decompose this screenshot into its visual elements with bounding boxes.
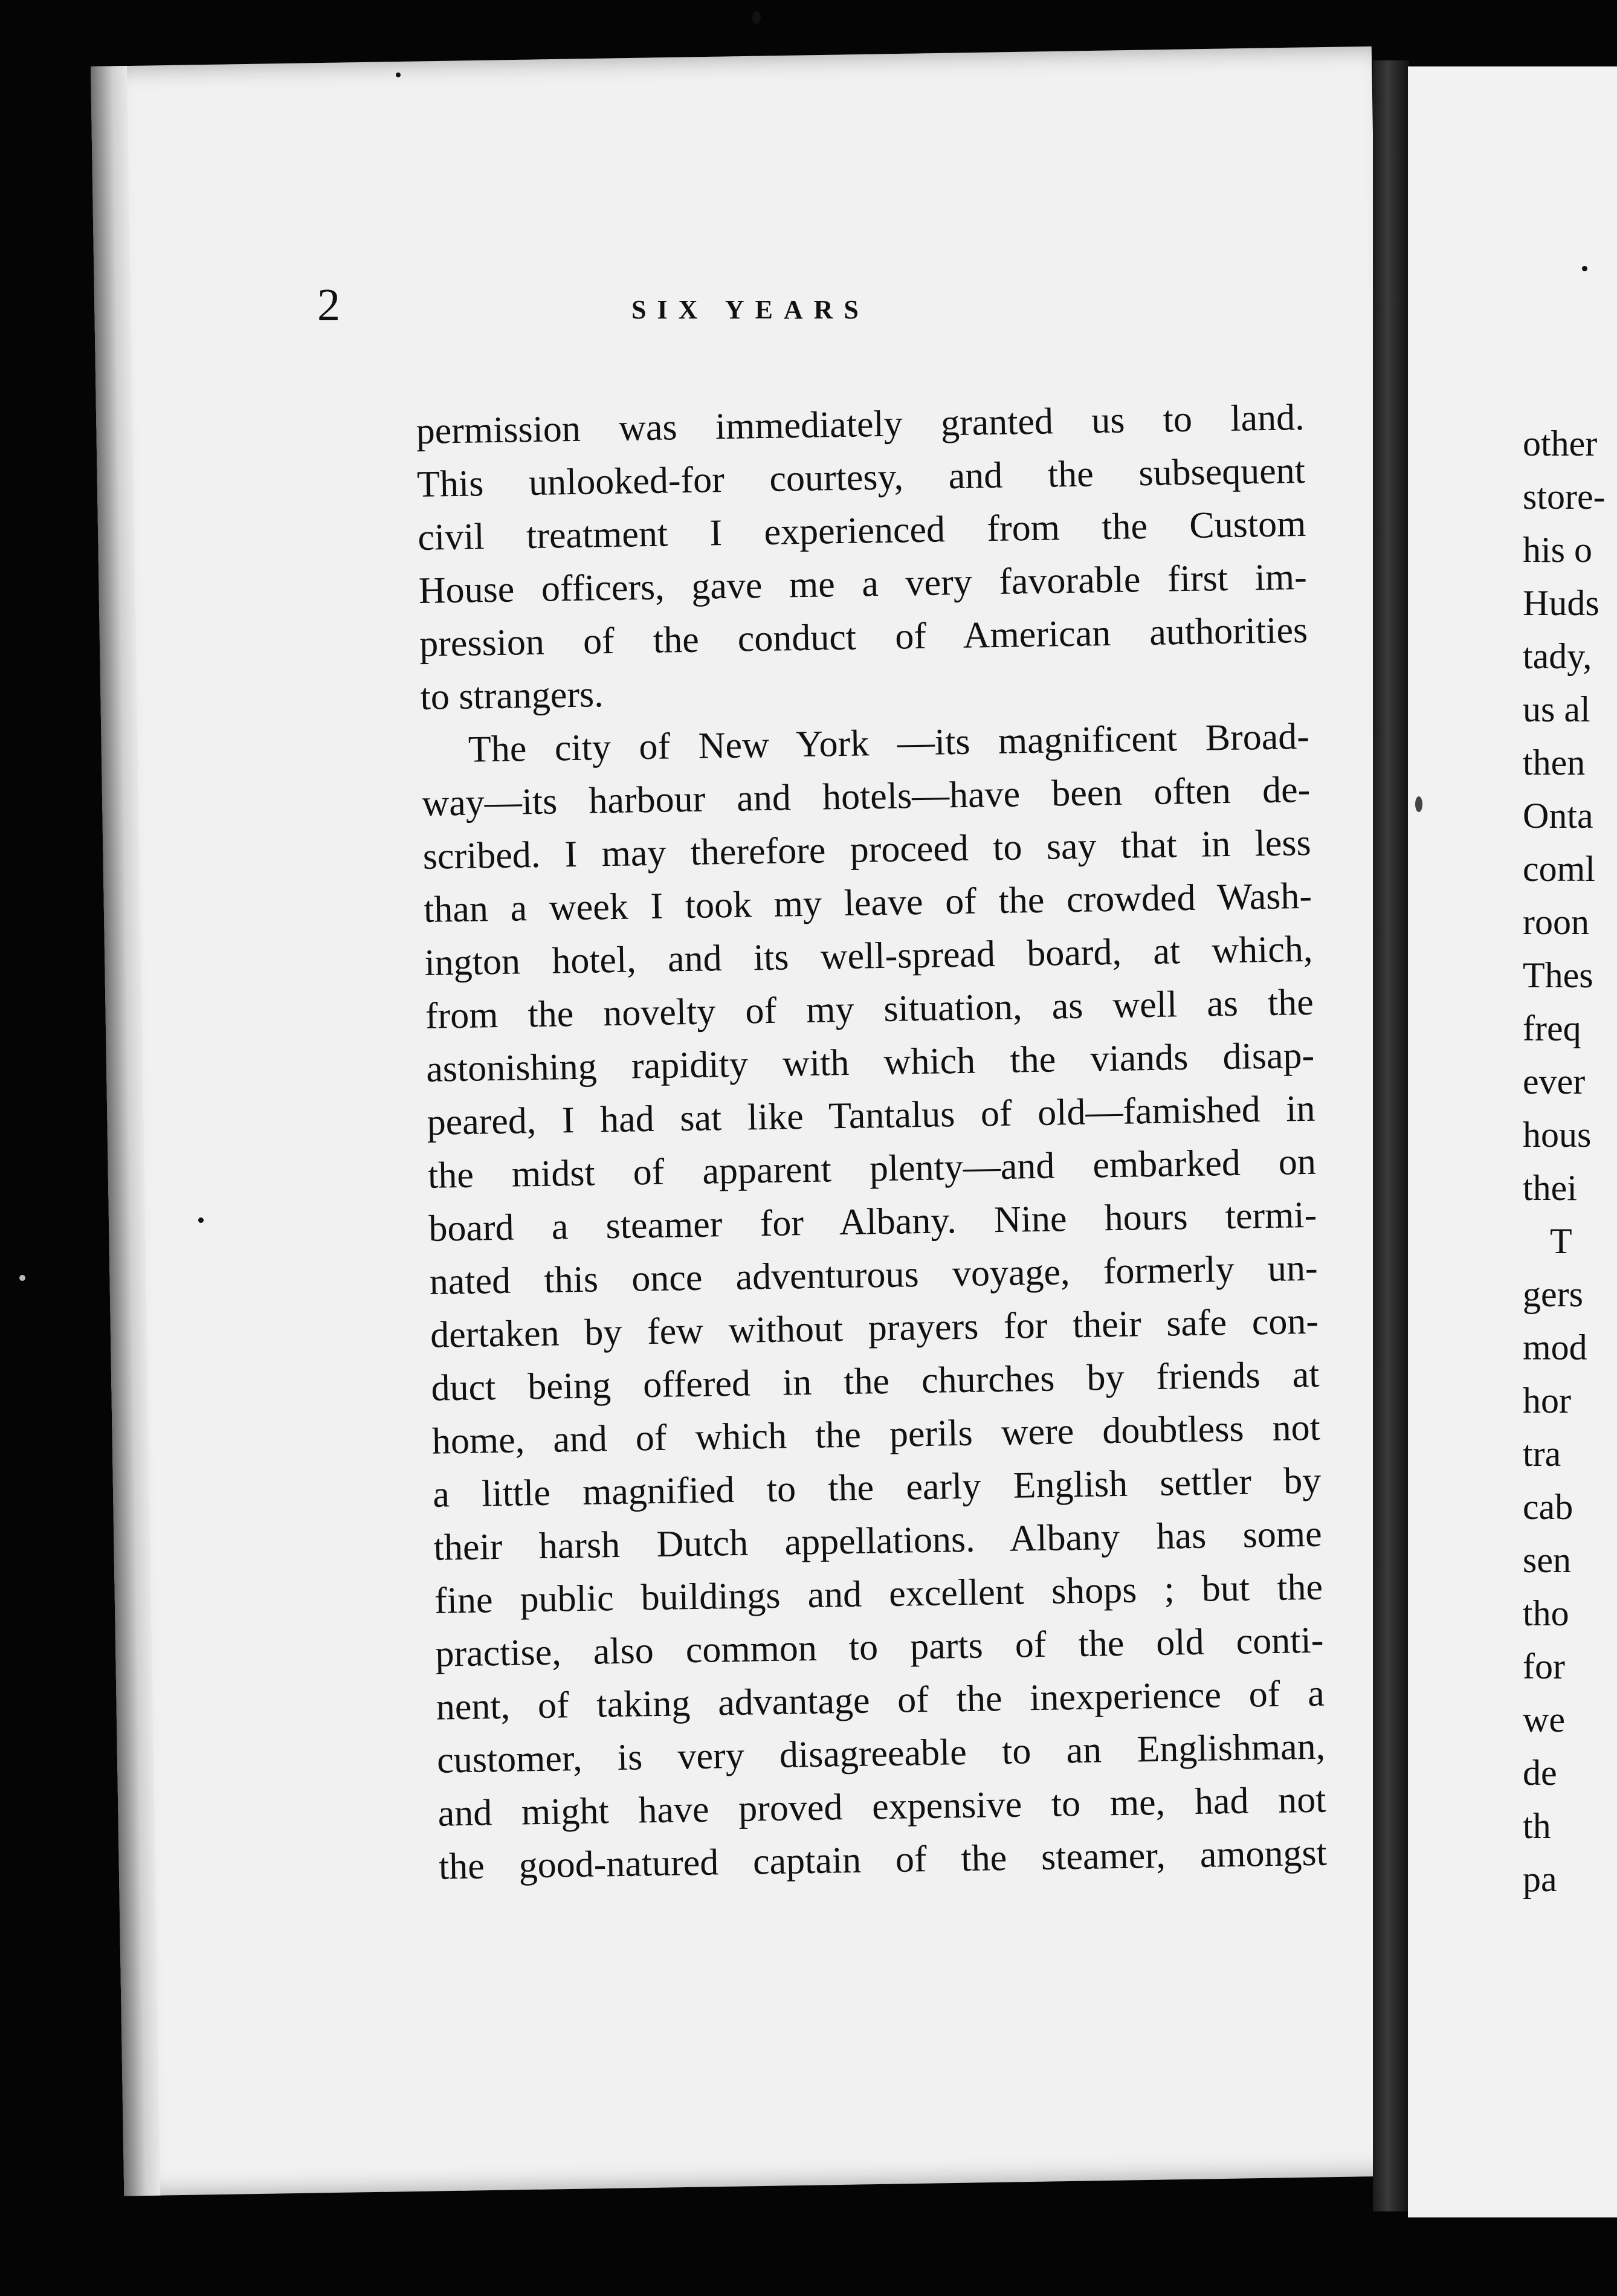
text-line: dertaken by few without prayers for their safe con- bbox=[430, 1300, 1319, 1356]
text-line: from the novelty of my situation, as well as the bbox=[425, 981, 1314, 1037]
facing-page-line: Onta bbox=[1523, 796, 1593, 836]
dust-speck bbox=[396, 73, 401, 77]
text-line: ington hotel, and its well-spread board, at which, bbox=[424, 928, 1313, 984]
dust-speck bbox=[1415, 796, 1422, 812]
text-line: peared, I had sat like Tantalus of old—famished in bbox=[427, 1088, 1316, 1143]
right-page-body bbox=[1523, 417, 1617, 1906]
facing-page-line: hous bbox=[1523, 1115, 1592, 1155]
facing-page-line: Thes bbox=[1523, 955, 1593, 995]
facing-page-line: sen bbox=[1523, 1540, 1571, 1580]
dust-speck bbox=[19, 1275, 25, 1281]
facing-page-line: mod bbox=[1523, 1327, 1587, 1367]
text-line: and might have proved expensive to me, had not bbox=[437, 1779, 1326, 1834]
text-line: nent, of taking advantage of the inexperience of a bbox=[436, 1672, 1325, 1728]
facing-page-line: thei bbox=[1523, 1168, 1577, 1208]
facing-page-line: cab bbox=[1523, 1487, 1573, 1527]
facing-page-line: Huds bbox=[1523, 583, 1599, 623]
text-line: than a week I took my leave of the crowded Wash- bbox=[423, 875, 1312, 930]
text-line: the midst of apparent plenty—and embarked on bbox=[427, 1141, 1317, 1196]
text-line: permission was immediately granted us to land. bbox=[416, 396, 1305, 452]
facing-page-line: pa bbox=[1523, 1859, 1557, 1899]
dust-speck bbox=[198, 1217, 204, 1223]
text-line: This unlooked-for courtesy, and the subsequent bbox=[416, 450, 1306, 505]
dust-speck bbox=[752, 11, 761, 24]
facing-page-line: hor bbox=[1523, 1381, 1571, 1420]
running-head: SIX YEARS bbox=[631, 295, 870, 324]
facing-page-line: de bbox=[1523, 1753, 1557, 1793]
text-line: to strangers. bbox=[420, 674, 604, 718]
facing-page-line: then bbox=[1523, 743, 1586, 782]
text-line: practise, also common to parts of the old conti- bbox=[434, 1619, 1324, 1675]
text-line: pression of the conduct of American authorities bbox=[419, 609, 1308, 665]
text-line: civil treatment I experienced from the Custom bbox=[417, 503, 1306, 558]
text-line: nated this once adventurous voyage, formerly un- bbox=[429, 1247, 1318, 1303]
page-number: 2 bbox=[317, 280, 340, 331]
facing-page-line: coml bbox=[1523, 849, 1595, 889]
text-line: customer, is very disagreeable to an Englishman, bbox=[436, 1726, 1326, 1781]
text-line: home, and of which the perils were doubtless not bbox=[431, 1407, 1321, 1462]
text-line: way—its harbour and hotels—have been often de- bbox=[421, 769, 1311, 824]
facing-page-line: us al bbox=[1523, 689, 1590, 729]
text-line: fine public buildings and excellent shops ; but the bbox=[434, 1566, 1323, 1622]
text-line: the good-natured captain of the steamer, amongst bbox=[438, 1832, 1328, 1888]
facing-page-line: other bbox=[1523, 424, 1598, 463]
facing-page-line: roon bbox=[1523, 902, 1589, 942]
facing-page-line: ever bbox=[1523, 1062, 1586, 1101]
facing-page-line: tady, bbox=[1523, 636, 1592, 676]
text-line: board a steamer for Albany. Nine hours termi- bbox=[428, 1194, 1317, 1250]
text-line: a little magnified to the early English settler by bbox=[432, 1460, 1322, 1515]
facing-page-line: th bbox=[1523, 1806, 1551, 1846]
text-line: scribed. I may therefore proceed to say that in less bbox=[422, 822, 1312, 877]
facing-page-line: store- bbox=[1523, 477, 1606, 517]
facing-page-line: T bbox=[1550, 1221, 1572, 1261]
facing-page-line: we bbox=[1523, 1700, 1565, 1740]
book-gutter bbox=[1373, 60, 1409, 2211]
text-line: their harsh Dutch appellations. Albany has some bbox=[433, 1513, 1323, 1569]
facing-page-line: for bbox=[1523, 1646, 1565, 1686]
page-header bbox=[317, 272, 1284, 338]
facing-page-line: freq bbox=[1523, 1008, 1581, 1048]
text-line: astonishing rapidity with which the viands disap- bbox=[425, 1034, 1315, 1090]
facing-page-line: tra bbox=[1523, 1434, 1561, 1474]
text-line: The city of New York —its magnificent Broad- bbox=[468, 715, 1310, 770]
dust-speck bbox=[1582, 266, 1587, 271]
facing-page-line: gers bbox=[1523, 1274, 1583, 1314]
facing-page-line: tho bbox=[1523, 1593, 1569, 1633]
facing-page-line: his o bbox=[1523, 530, 1593, 570]
text-line: duct being offered in the churches by friends at bbox=[431, 1353, 1320, 1409]
text-line: House officers, gave me a very favorable first im- bbox=[418, 556, 1308, 611]
left-page-body bbox=[416, 391, 1328, 1894]
